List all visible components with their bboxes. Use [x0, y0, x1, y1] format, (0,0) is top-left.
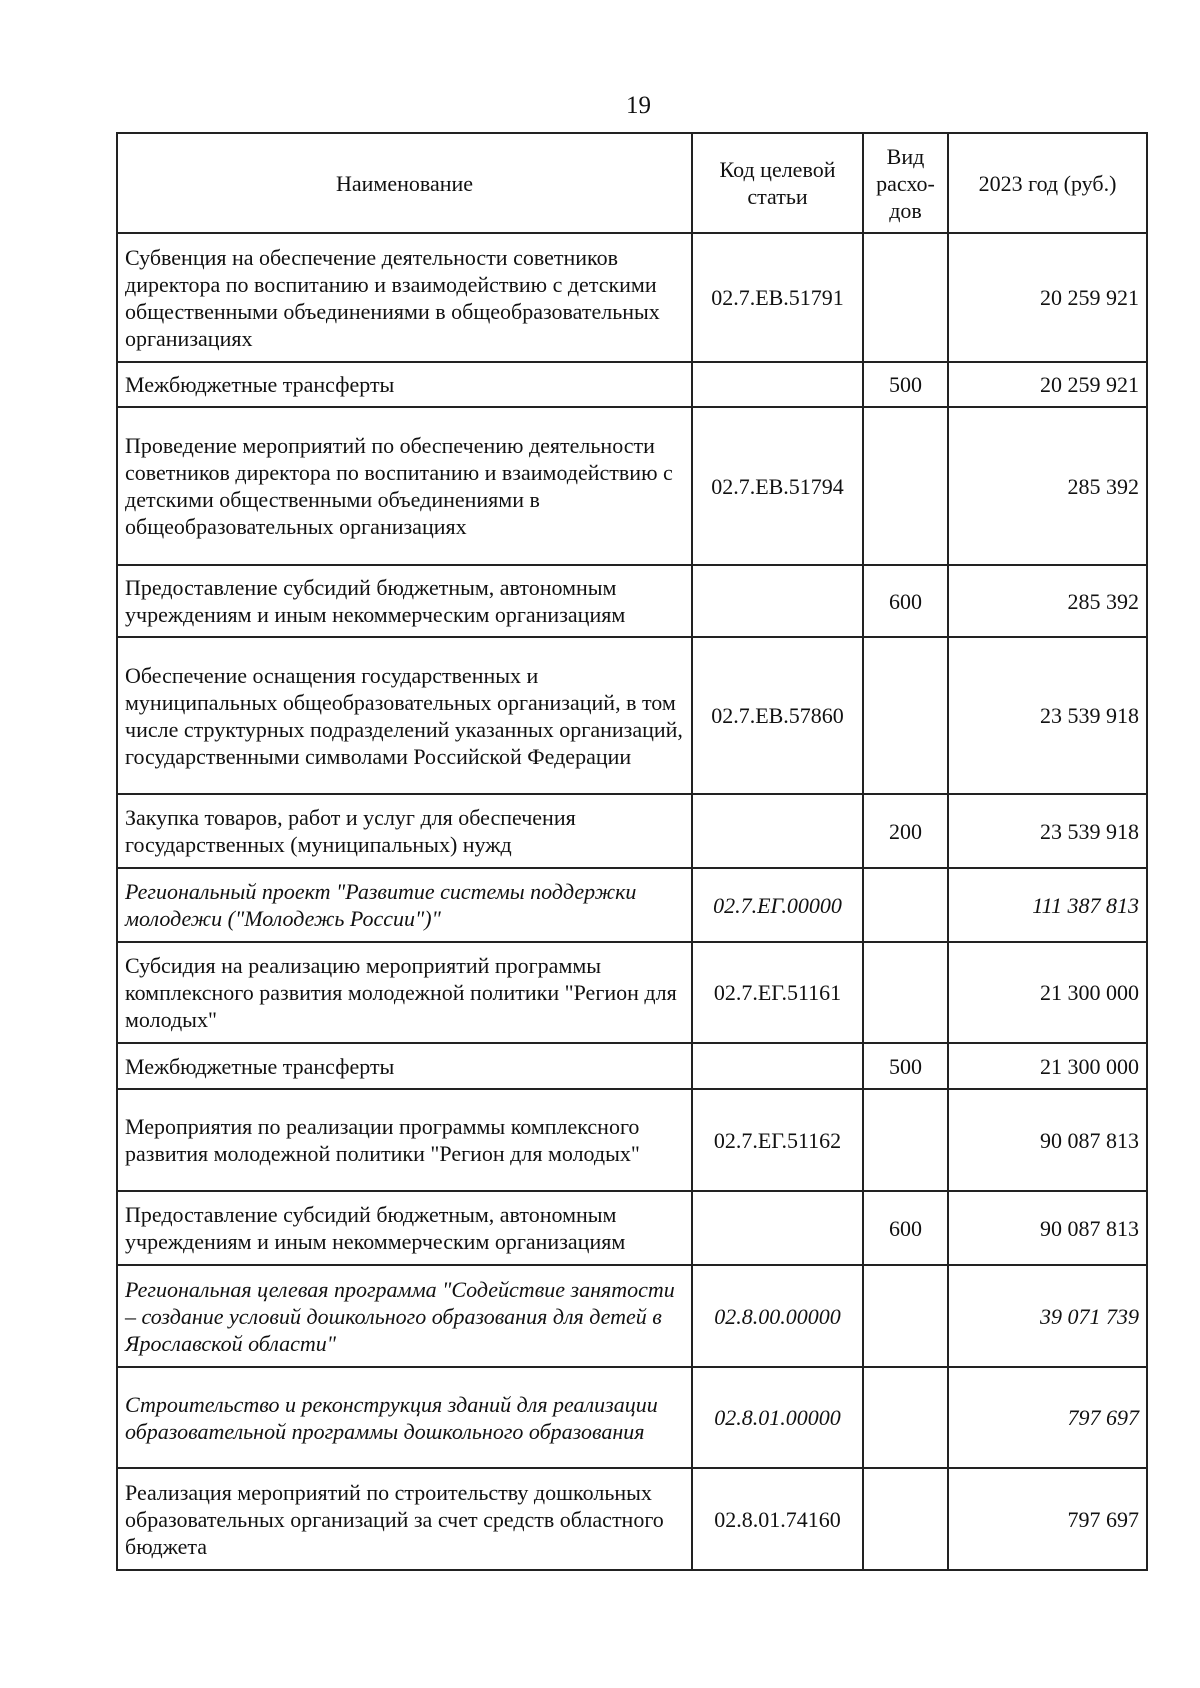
table-row: [117, 868, 1147, 942]
row-amount: 90 087 813: [948, 1089, 1147, 1191]
table-row: [117, 1191, 1147, 1265]
row-name: Проведение мероприятий по обеспечению деятельности советников директора по воспитанию и взаимодействию с детскими общественными объединениями в общеобразовательных организациях: [117, 407, 692, 565]
table-row: [117, 942, 1147, 1043]
row-code: [692, 1191, 863, 1265]
row-type: [863, 942, 948, 1043]
header-amount: 2023 год (руб.): [948, 133, 1147, 233]
row-name: Реализация мероприятий по строительству дошкольных образовательных организаций за счет средств областного бюджета: [117, 1468, 692, 1570]
row-amount: 39 071 739: [948, 1265, 1147, 1367]
header-name: Наименование: [117, 133, 692, 233]
row-code: [692, 565, 863, 637]
row-name: Строительство и реконструкция зданий для реализации образовательной программы дошкольного образования: [117, 1367, 692, 1468]
row-amount: 21 300 000: [948, 1043, 1147, 1089]
row-name: Предоставление субсидий бюджетным, автономным учреждениям и иным некоммерческим организациям: [117, 1191, 692, 1265]
budget-table: [116, 132, 1148, 1571]
row-amount: 20 259 921: [948, 362, 1147, 407]
row-code: 02.7.ЕГ.51162: [692, 1089, 863, 1191]
table-row: [117, 637, 1147, 794]
page-number: 19: [626, 92, 651, 119]
header-type: Вид расхо-дов: [863, 133, 948, 233]
table-row: [117, 233, 1147, 362]
row-code: [692, 362, 863, 407]
header-code: Код целевой статьи: [692, 133, 863, 233]
row-type: [863, 233, 948, 362]
table-row: [117, 1367, 1147, 1468]
row-code: 02.7.ЕВ.51794: [692, 407, 863, 565]
row-type: [863, 868, 948, 942]
row-code: 02.8.01.00000: [692, 1367, 863, 1468]
row-amount: 21 300 000: [948, 942, 1147, 1043]
row-type: 600: [863, 1191, 948, 1265]
row-amount: 111 387 813: [948, 868, 1147, 942]
row-amount: 23 539 918: [948, 794, 1147, 868]
table-row: [117, 794, 1147, 868]
row-type: 500: [863, 362, 948, 407]
row-name: Межбюджетные трансферты: [117, 362, 692, 407]
row-name: Региональный проект "Развитие системы поддержки молодежи ("Молодежь России")": [117, 868, 692, 942]
row-type: 200: [863, 794, 948, 868]
row-name: Субсидия на реализацию мероприятий программы комплексного развития молодежной политики "Регион для молодых": [117, 942, 692, 1043]
row-name: Предоставление субсидий бюджетным, автономным учреждениям и иным некоммерческим организациям: [117, 565, 692, 637]
row-code: 02.8.01.74160: [692, 1468, 863, 1570]
table-row: [117, 407, 1147, 565]
row-amount: 797 697: [948, 1367, 1147, 1468]
table-row: [117, 1089, 1147, 1191]
row-name: Закупка товаров, работ и услуг для обеспечения государственных (муниципальных) нужд: [117, 794, 692, 868]
row-code: 02.7.ЕВ.51791: [692, 233, 863, 362]
row-type: [863, 1089, 948, 1191]
table-row: [117, 565, 1147, 637]
table-row: [117, 1043, 1147, 1089]
table-row: [117, 1468, 1147, 1570]
row-amount: 797 697: [948, 1468, 1147, 1570]
row-amount: 90 087 813: [948, 1191, 1147, 1265]
row-name: Региональная целевая программа "Содействие занятости – создание условий дошкольного образования для детей в Ярославской области": [117, 1265, 692, 1367]
row-amount: 20 259 921: [948, 233, 1147, 362]
row-code: 02.7.ЕГ.00000: [692, 868, 863, 942]
row-type: 500: [863, 1043, 948, 1089]
row-type: [863, 1367, 948, 1468]
row-name: Мероприятия по реализации программы комплексного развития молодежной политики "Регион для молодых": [117, 1089, 692, 1191]
row-code: 02.8.00.00000: [692, 1265, 863, 1367]
row-amount: 23 539 918: [948, 637, 1147, 794]
row-amount: 285 392: [948, 407, 1147, 565]
row-type: [863, 637, 948, 794]
row-type: [863, 1265, 948, 1367]
row-code: [692, 794, 863, 868]
row-code: 02.7.ЕВ.57860: [692, 637, 863, 794]
table-row: [117, 362, 1147, 407]
row-code: 02.7.ЕГ.51161: [692, 942, 863, 1043]
table-row: [117, 1265, 1147, 1367]
row-name: Субвенция на обеспечение деятельности советников директора по воспитанию и взаимодействию с детскими общественными объединениями в общеобразовательных организациях: [117, 233, 692, 362]
row-type: [863, 407, 948, 565]
table-header-row: [117, 133, 1147, 233]
row-code: [692, 1043, 863, 1089]
row-amount: 285 392: [948, 565, 1147, 637]
row-name: Обеспечение оснащения государственных и муниципальных общеобразовательных организаций, в том числе структурных подразделений указанных организаций, государственными символами Российской Федерации: [117, 637, 692, 794]
row-type: 600: [863, 565, 948, 637]
row-type: [863, 1468, 948, 1570]
row-name: Межбюджетные трансферты: [117, 1043, 692, 1089]
